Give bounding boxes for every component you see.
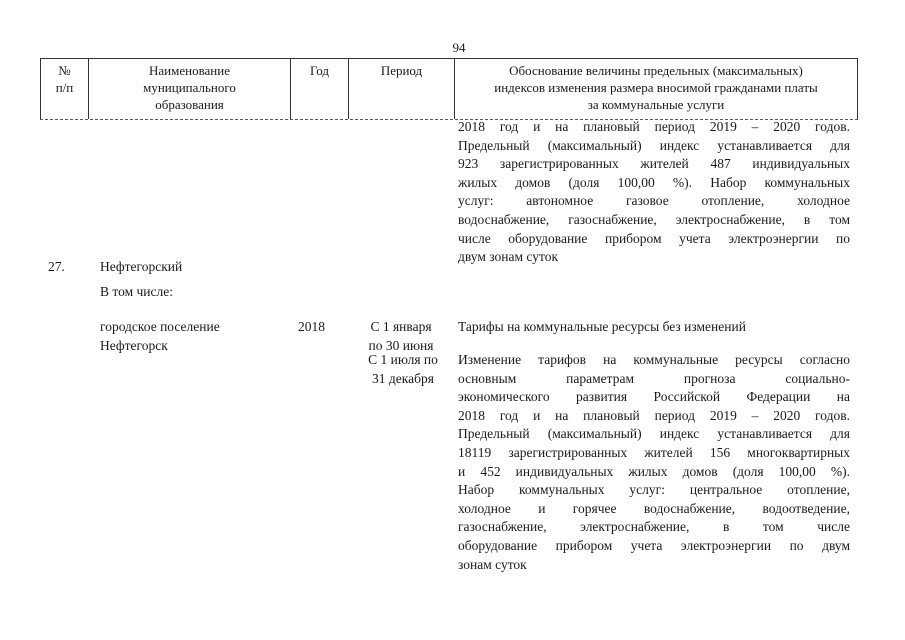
header-number-line: п/п: [55, 80, 74, 95]
tariff-unchanged-text: Тарифы на коммунальные ресурсы без изменений: [458, 319, 746, 334]
text-line: числе оборудование прибором учета электроэнергии по: [458, 230, 850, 246]
text-line: двум зонам суток: [458, 249, 559, 265]
period-line: С 1 января: [370, 319, 432, 334]
text-line: водоснабжение, газоснабжение, электроснабжение, в том: [458, 211, 850, 227]
text-line: экономического развития Российской Федерации на: [458, 389, 850, 405]
header-municipality: [88, 59, 290, 119]
text-line: услуг: автономное газовое отопление, холодное: [458, 193, 850, 209]
text-line: Набор коммунальных услуг: центральное отопление,: [458, 482, 850, 498]
header-justification-line: индексов изменения размера вносимой гражданами платы: [494, 80, 818, 95]
header-justification-line: Обоснование величины предельных (максимальных): [509, 63, 803, 78]
text-line: зонам суток: [458, 556, 527, 572]
text-line: 2018 год и на плановый период 2019 – 2020 годов.: [458, 119, 850, 134]
period-line: по 30 июня: [368, 337, 434, 353]
header-year: [290, 59, 348, 119]
period-line: С 1 июля по: [368, 352, 438, 367]
text-line: оборудование прибором учета электроэнергии по двум: [458, 537, 850, 553]
text-line: газоснабжение, электроснабжение, в том числе: [458, 519, 850, 535]
period-line: 31 декабря: [372, 370, 434, 386]
text-line: и 452 индивидуальных жилых домов (доля 100,00 %).: [458, 463, 850, 479]
text-line: 2018 год и на плановый период 2019 – 2020 годов.: [458, 407, 850, 423]
settlement-year: 2018: [298, 319, 325, 334]
settlement-name-line: Нефтегорск: [100, 337, 168, 353]
including-label: В том числе:: [100, 284, 173, 299]
period-first-half: [360, 318, 442, 355]
header-justification-line: за коммунальные услуги: [587, 97, 725, 112]
header-year-line: Год: [309, 63, 330, 78]
row-number: 27.: [48, 259, 65, 274]
text-line: жилых домов (доля 100,00 %). Набор коммунальных: [458, 174, 850, 190]
text-line: холодное и горячее водоснабжение, водоотведение,: [458, 500, 850, 516]
header-justification: [454, 59, 858, 119]
header-municipality-line: муниципального: [143, 80, 236, 95]
text-line: основным параметрам прогноза социально-: [458, 370, 850, 386]
text-line: 18119 зарегистрированных жителей 156 многоквартирных: [458, 444, 850, 460]
table-header: [40, 58, 858, 120]
page-number: 94: [452, 40, 466, 55]
header-period: [348, 59, 454, 119]
period-second-half: [360, 351, 446, 388]
text-line: Предельный (максимальный) индекс устанавливается для: [458, 137, 850, 153]
text-line: 923 зарегистрированных жителей 487 индивидуальных: [458, 156, 850, 172]
header-period-line: Период: [380, 63, 423, 78]
header-number-line: №: [58, 63, 71, 78]
header-municipality-line: образования: [155, 97, 224, 112]
continuation-paragraph: [458, 118, 850, 267]
settlement-name-line: городское поселение: [100, 319, 220, 334]
tariff-change-paragraph: [458, 351, 850, 574]
municipality-name: Нефтегорский: [100, 259, 183, 274]
header-number: [40, 59, 88, 119]
header-municipality-line: Наименование: [149, 63, 230, 78]
text-line: Изменение тарифов на коммунальные ресурсы согласно: [458, 352, 850, 367]
text-line: Предельный (максимальный) индекс устанавливается для: [458, 426, 850, 442]
settlement-name: [100, 318, 220, 355]
